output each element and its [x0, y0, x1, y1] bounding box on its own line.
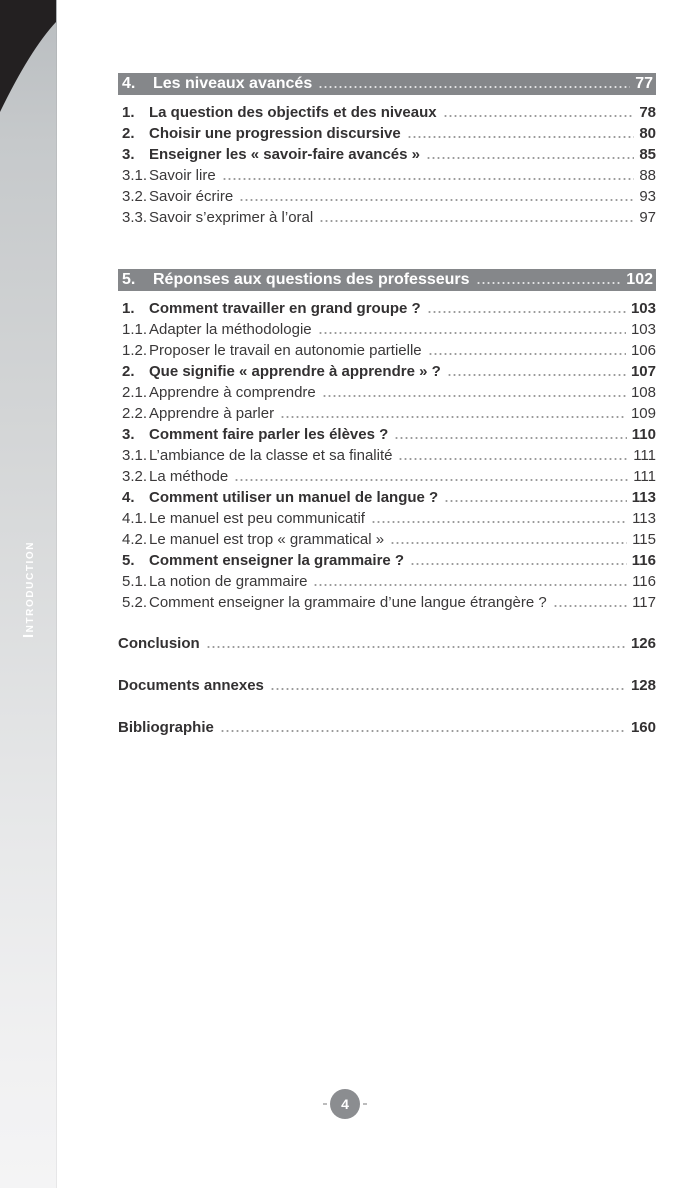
entry-number: 4.2.	[122, 531, 148, 548]
entry-page-number: 116	[632, 573, 656, 590]
entry-title: Proposer le travail en autonomie partielle	[149, 342, 422, 359]
toc-row	[118, 144, 656, 165]
entry-title: Bibliographie	[118, 719, 214, 736]
dot-leader	[322, 395, 626, 397]
entry-number: 2.	[122, 125, 135, 142]
entry-number: 3.	[122, 426, 135, 443]
entry-title: Choisir une progression discursive	[149, 125, 401, 142]
entry-title: Savoir lire	[149, 167, 216, 184]
dot-leader	[553, 605, 627, 607]
toc-row	[118, 466, 656, 487]
toc-row	[118, 382, 656, 403]
entry-title: Le manuel est peu communicatif	[149, 510, 365, 527]
page-number-badge: 4	[330, 1089, 360, 1119]
toc-row	[118, 529, 656, 550]
dot-leader	[313, 584, 627, 586]
entry-page-number: 85	[639, 146, 656, 163]
toc-content	[118, 73, 656, 738]
entry-number: 1.1.	[122, 321, 148, 338]
corner-curve-shape	[0, 0, 56, 120]
entry-page-number: 113	[631, 489, 656, 506]
dot-leader	[220, 730, 626, 732]
dot-leader	[428, 353, 626, 355]
entry-page-number: 110	[631, 426, 656, 443]
entry-page-number: 103	[630, 300, 656, 317]
toc-row	[118, 508, 656, 529]
crop-tick-left	[323, 1103, 327, 1105]
toc-row	[118, 186, 656, 207]
entry-title: Adapter la méthodologie	[149, 321, 312, 338]
toc-row	[118, 123, 656, 144]
entry-page-number: 128	[630, 677, 656, 694]
dot-leader	[222, 178, 635, 180]
entry-number: 3.1.	[122, 447, 148, 464]
dot-leader	[444, 500, 627, 502]
dot-leader	[371, 521, 627, 523]
entry-title: Apprendre à comprendre	[149, 384, 316, 401]
toc-section-header	[118, 73, 656, 95]
dot-leader	[239, 199, 634, 201]
entry-title: Comment utiliser un manuel de langue ?	[149, 489, 439, 506]
entry-title: Savoir écrire	[149, 188, 234, 205]
entry-page-number: 107	[630, 363, 656, 380]
section-page-number: 102	[626, 271, 653, 288]
dot-leader	[390, 542, 627, 544]
dot-leader	[476, 282, 622, 284]
dot-leader	[427, 311, 626, 313]
toc-section-5	[118, 269, 656, 613]
entry-number: 1.	[122, 300, 135, 317]
dot-leader	[398, 458, 628, 460]
section-number: 4.	[122, 75, 136, 92]
entry-page-number: 108	[630, 384, 656, 401]
toc-row	[118, 340, 656, 361]
section-page-number: 77	[635, 75, 653, 92]
entry-number: 3.3.	[122, 209, 148, 226]
dot-leader	[407, 136, 635, 138]
toc-row	[118, 403, 656, 424]
entry-page-number: 117	[632, 594, 656, 611]
entry-number: 5.2.	[122, 594, 148, 611]
entry-page-number: 113	[632, 510, 656, 527]
entry-title: Conclusion	[118, 635, 200, 652]
entry-title: Comment faire parler les élèves ?	[149, 426, 389, 443]
toc-extra-row	[118, 633, 656, 654]
entry-number: 3.2.	[122, 188, 148, 205]
toc-rows	[118, 298, 656, 613]
entry-number: 1.2.	[122, 342, 148, 359]
entry-page-number: 97	[639, 209, 656, 226]
entry-number: 3.1.	[122, 167, 148, 184]
entry-title: L’ambiance de la classe et sa finalité	[149, 447, 393, 464]
toc-extra-row	[118, 675, 656, 696]
dot-leader	[318, 332, 626, 334]
entry-page-number: 78	[639, 104, 656, 121]
toc-row	[118, 592, 656, 613]
entry-number: 2.	[122, 363, 135, 380]
entry-title: Comment enseigner la grammaire d’une langue étrangère ?	[149, 594, 547, 611]
dot-leader	[426, 157, 634, 159]
dot-leader	[270, 688, 626, 690]
entry-number: 2.1.	[122, 384, 148, 401]
entry-title: Comment enseigner la grammaire ?	[149, 552, 405, 569]
entry-page-number: 116	[631, 552, 656, 569]
toc-section-header	[118, 269, 656, 291]
dot-leader	[447, 374, 626, 376]
section-title: Réponses aux questions des professeurs	[153, 271, 470, 288]
toc-extra-entries	[118, 633, 656, 738]
toc-section-4	[118, 73, 656, 228]
entry-page-number: 93	[639, 188, 656, 205]
entry-page-number: 80	[639, 125, 656, 142]
toc-row	[118, 207, 656, 228]
entry-page-number: 109	[630, 405, 656, 422]
dot-leader	[318, 86, 630, 88]
entry-title: Que signifie « apprendre à apprendre » ?	[149, 363, 441, 380]
entry-title: Documents annexes	[118, 677, 264, 694]
entry-title: La question des objectifs et des niveaux	[149, 104, 437, 121]
toc-row	[118, 445, 656, 466]
entry-page-number: 111	[633, 468, 656, 485]
entry-number: 4.1.	[122, 510, 148, 527]
entry-number: 5.1.	[122, 573, 148, 590]
chapter-tab-label: Introduction	[21, 540, 37, 638]
dot-leader	[206, 646, 626, 648]
toc-row	[118, 571, 656, 592]
entry-title: Enseigner les « savoir-faire avancés »	[149, 146, 420, 163]
entry-page-number: 115	[632, 531, 656, 548]
toc-rows	[118, 102, 656, 228]
entry-title: Apprendre à parler	[149, 405, 275, 422]
section-title: Les niveaux avancés	[153, 75, 313, 92]
toc-row	[118, 319, 656, 340]
entry-page-number: 88	[639, 167, 656, 184]
toc-row	[118, 298, 656, 319]
dot-leader	[443, 115, 635, 117]
entry-title: Comment travailler en grand groupe ?	[149, 300, 421, 317]
toc-row	[118, 165, 656, 186]
entry-title: La méthode	[149, 468, 229, 485]
entry-number: 3.	[122, 146, 135, 163]
entry-title: Le manuel est trop « grammatical »	[149, 531, 385, 548]
entry-title: La notion de grammaire	[149, 573, 308, 590]
toc-row	[118, 487, 656, 508]
toc-extra-row	[118, 717, 656, 738]
crop-tick-right	[363, 1103, 367, 1105]
entry-number: 2.2.	[122, 405, 148, 422]
toc-row	[118, 550, 656, 571]
dot-leader	[234, 479, 628, 481]
entry-page-number: 126	[630, 635, 656, 652]
entry-page-number: 106	[630, 342, 656, 359]
entry-number: 5.	[122, 552, 135, 569]
entry-page-number: 103	[630, 321, 656, 338]
entry-page-number: 160	[630, 719, 656, 736]
dot-leader	[319, 220, 634, 222]
dot-leader	[410, 563, 627, 565]
dot-leader	[280, 416, 626, 418]
entry-number: 1.	[122, 104, 135, 121]
entry-number: 4.	[122, 489, 135, 506]
section-number: 5.	[122, 271, 136, 288]
toc-row	[118, 424, 656, 445]
toc-row	[118, 361, 656, 382]
toc-row	[118, 102, 656, 123]
entry-title: Savoir s’exprimer à l’oral	[149, 209, 314, 226]
entry-page-number: 111	[633, 447, 656, 464]
entry-number: 3.2.	[122, 468, 148, 485]
dot-leader	[394, 437, 627, 439]
